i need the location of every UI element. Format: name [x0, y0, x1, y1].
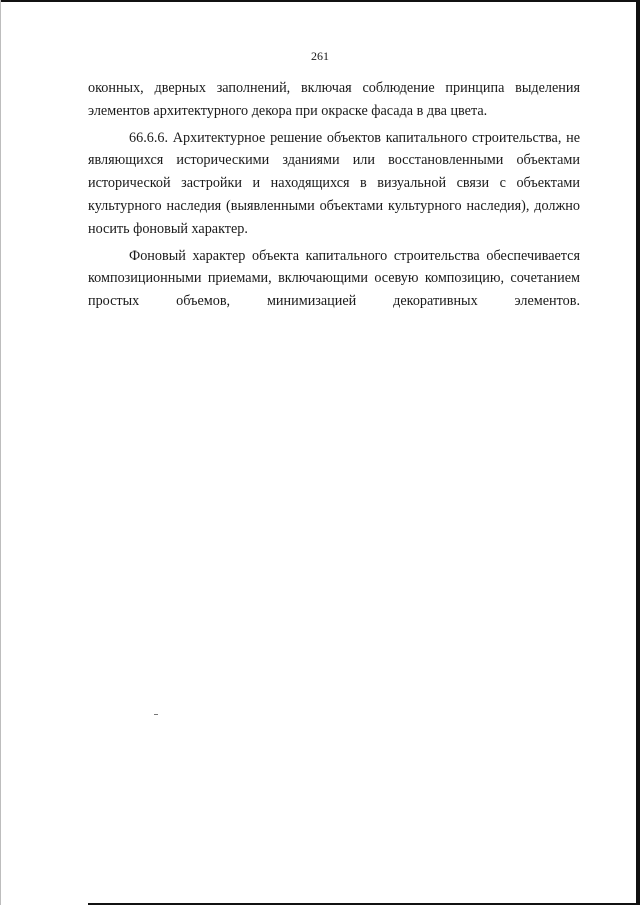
- paragraph-continuation: оконных, дверных заполнений, включая соблюдение принципа выделения элементов архитектурного декора при окраске фасада в два цвета.: [88, 80, 580, 119]
- page-number: 261: [311, 49, 329, 63]
- scan-speck: [154, 714, 158, 715]
- paragraph-clause-66-6-6: 66.6.6. Архитектурное решение объектов капитального строительства, не являющихся историческими зданиями или восстановленными объектами исторической застройки и находящихся в визуальной связи с объектами культурного наследия (выявленными объектами культурного наследия), должно носить фоновый характер.: [88, 129, 580, 237]
- scan-border-right: [636, 0, 640, 905]
- paragraph-background-character: Фоновый характер объекта капитального строительства обеспечивается композиционными приемами, включающими осевую композицию, сочетанием простых объемов, минимизацией декоративных элементов.: [88, 247, 580, 310]
- scan-border-top: [0, 0, 636, 2]
- scan-border-left: [0, 0, 1, 905]
- document-body: [88, 77, 580, 313]
